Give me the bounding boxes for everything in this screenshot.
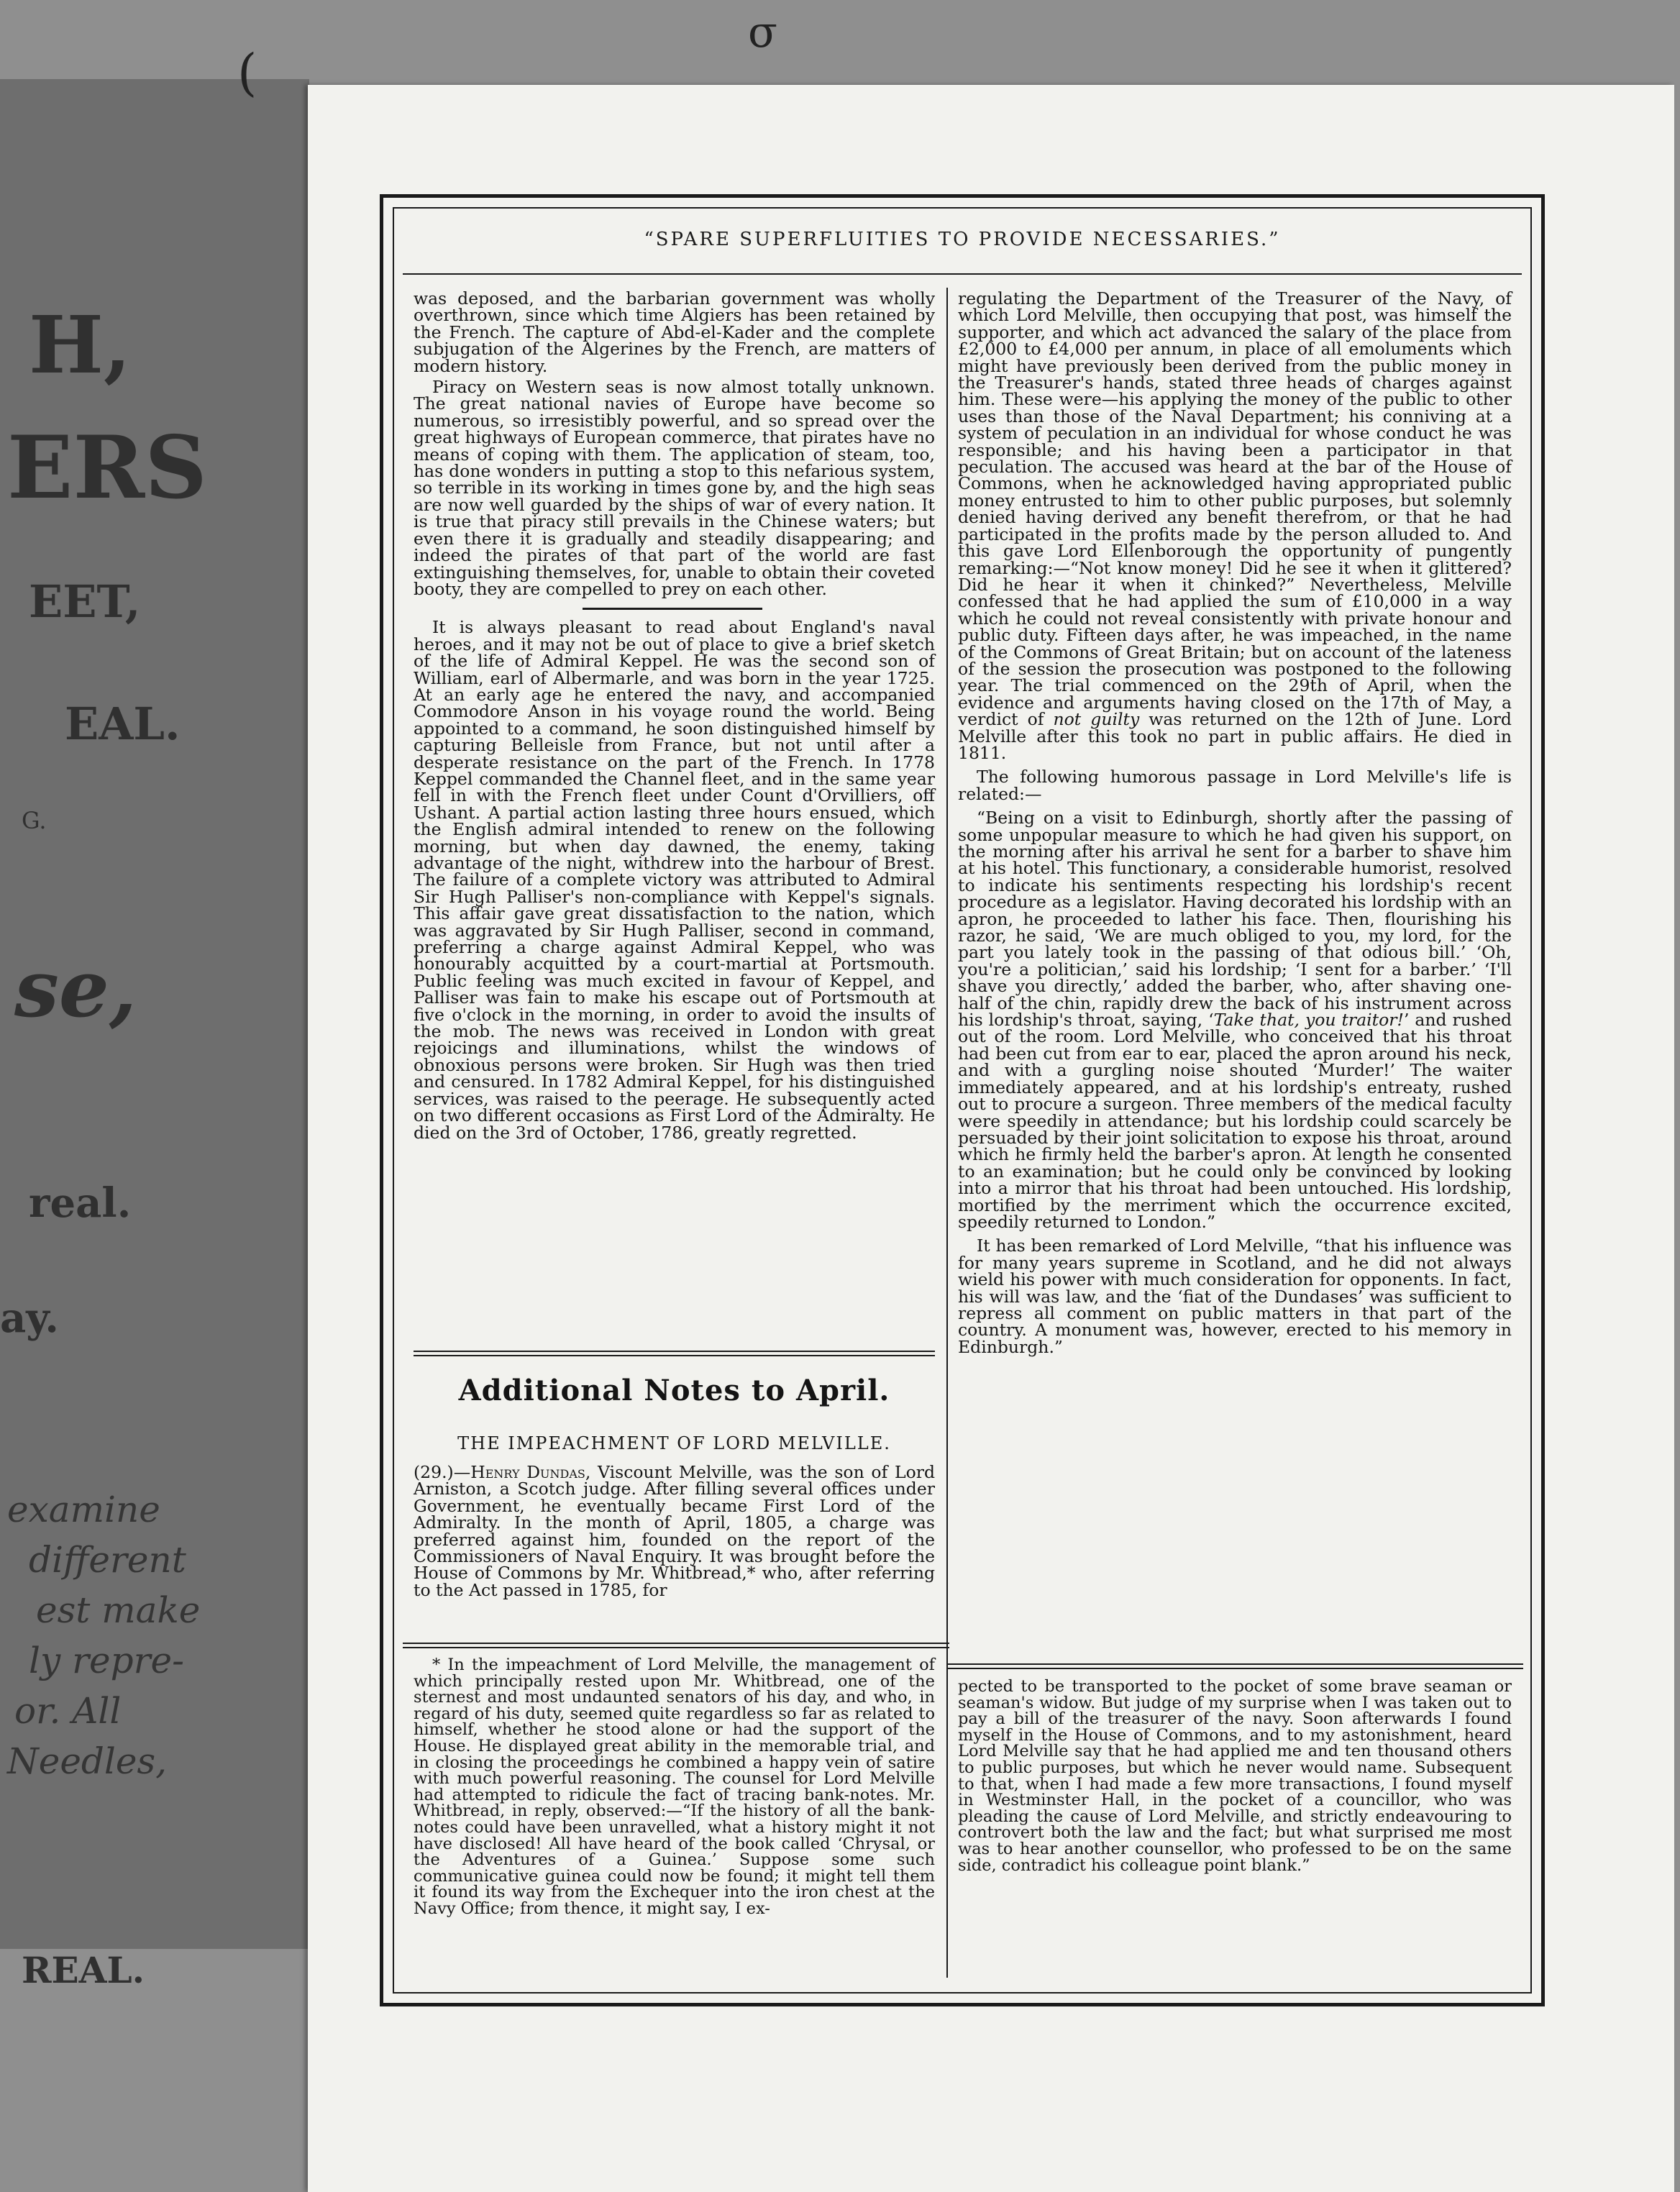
paragraph: The following humorous passage in Lord Melville's life is related:— bbox=[958, 767, 1512, 804]
background-fragment: H, bbox=[29, 298, 132, 391]
anecdote-end: ’ and rushed out of the room. Lord Melville, who conceived that his throat had been cut from ear to ear, placed the apron around his neck, and with a gurgling noise shouted ‘Murder!’ The waiter immediately appeared, and at his lordship's entreaty, rushed out to procure a surgeon. Three members of the medical faculty were speedily in attendance; but his lordship could scarcely be persuaded by their joint solicitation to expose his throat, around which he firmly held the barber's apron. At length he consented to an examination; but he could only be convinced by looking into a mirror that his throat had been untouched. His lordship, mortified by the merriment which the occurrence excited, speedily returned to London.” bbox=[958, 1010, 1512, 1232]
running-head: “SPARE SUPERFLUITIES TO PROVIDE NECESSARIES.” bbox=[644, 229, 1281, 250]
background-fragment: or. All bbox=[14, 1690, 122, 1732]
scan-mark-edge: ( bbox=[237, 43, 257, 102]
italic-phrase: Take that, you traitor! bbox=[1213, 1010, 1404, 1031]
footnote-text: * In the impeachment of Lord Melville, the management of which principally rested upon Mr. Whitbread, one of the sternest and most undaunted senators of his day, and who, in regard of his duty, seemed quite regardless so far as related to himself, whether he stood alone or had the support of the House. He displayed great ability in the memorable trial, and in closing the proceedings he combined a happy vein of satire with much powerful reasoning. The counsel for Lord Melville had attempted to ridicule the fact of tracing bank-notes. Mr. Whitbread, in reply, observed:—“If the history of all the bank-notes could have been unravelled, what a history might it not have disclosed! All have heard of the book called ‘Chrysal, or the Adventures of a Guinea.’ Suppose some such communicative guinea could now be found; it might tell them it found its way from the Exchequer into the iron chest at the Navy Office; from thence, it might say, I ex- bbox=[414, 1656, 935, 1918]
background-fragment: different bbox=[29, 1539, 186, 1581]
left-column-article bbox=[414, 1464, 935, 1603]
section-rule bbox=[414, 1351, 935, 1352]
background-fragment: REAL. bbox=[22, 1949, 145, 1991]
article-title: THE IMPEACHMENT OF LORD MELVILLE. bbox=[457, 1433, 891, 1453]
section-divider bbox=[414, 602, 935, 619]
background-fragment: examine bbox=[7, 1489, 160, 1530]
anecdote: “Being on a visit to Edinburgh, shortly after the passing of some unpopular measure to which he had given his support, on the morning after his arrival he sent for a barber to shave him at his hotel. This functionary, a considerable humorist, resolved to indicate his sentiments respecting his lordship's recent procedure as a legislator. Having decorated his lordship with an apron, he proceeded to lather his face. Then, flourishing his razor, he said, ‘We are much obliged to you, my lord, for the part you lately took in the passing of that odious bill.’ ‘Oh, you're a politician,’ said his lordship; ‘I sent for a barber.’ ‘I'll shave you directly,’ added the barber, who, after shaving one-half of the chin, rapidly drew the back of his instrument across his lordship's throat, saying, ‘ bbox=[958, 808, 1512, 1031]
column-rule-lower bbox=[946, 1647, 948, 1978]
background-fragment: est make bbox=[36, 1589, 201, 1631]
background-fragment: EAL. bbox=[65, 698, 181, 750]
background-fragment: ERS bbox=[7, 417, 207, 519]
footnote-left bbox=[414, 1657, 935, 1922]
background-fragment: real. bbox=[29, 1179, 132, 1227]
paragraph: It has been remarked of Lord Melville, “that his influence was for many years supreme in Scotland, and he did not always wield his power with much consideration for opponents. In fact, his will was law, and the ‘fiat of the Dundases’ was sufficient to repress all comment on public matters in that part of the country. A monument was, however, erected to his memory in Edinburgh.” bbox=[958, 1236, 1512, 1357]
footnote-rule bbox=[948, 1663, 1523, 1665]
italic-phrase: not guilty bbox=[1053, 709, 1140, 730]
footnote-rule bbox=[948, 1668, 1523, 1669]
background-fragment: EET, bbox=[29, 575, 141, 628]
paragraph: Viscount Melville, was the son of Lord Arniston, a Scotch judge. After filling several offices under Government, he eventually became First Lord of the Admiralty. In the month of April, 1805, a charge was preferred against him, founded on the report of the Commissioners of Naval Enquiry. It was brought before the House of Commons by Mr. Whitbread,* who, after referring to the Act passed in 1785, for bbox=[414, 1462, 935, 1600]
footnote-rule bbox=[403, 1643, 949, 1644]
background-fragment: se, bbox=[14, 942, 137, 1035]
scan-mark: σ bbox=[748, 7, 777, 58]
background-fragment: ly repre- bbox=[29, 1640, 185, 1681]
section-title: Additional Notes to April. bbox=[458, 1374, 890, 1407]
background-page bbox=[0, 79, 309, 1991]
left-column bbox=[414, 288, 935, 1146]
date-lead: (29.)— bbox=[414, 1462, 471, 1482]
footnote-right bbox=[958, 1679, 1512, 1878]
paragraph: was deposed, and the barbarian government was wholly overthrown, since which time Algiers has been retained by the French. The capture of Abd-el-Kader and the complete subjugation of the Algerines by the French, are matters of modern history. bbox=[414, 288, 935, 376]
paragraph: It is always pleasant to read about England's naval heroes, and it may not be out of place to give a brief sketch of the life of Admiral Keppel. He was the second son of William, earl of Albermarle, and was born in the year 1725. At an early age he entered the navy, and accompanied Commodore Anson in his voyage round the world. Being appointed to a command, he soon distinguished himself by capturing Belleisle from France, but not until after a desperate resistance on the part of the French. In 1778 Keppel commanded the Channel fleet, and in the same year fell in with the French fleet under Count d'Orvilliers, off Ushant. A partial action lasting three hours ensued, which the English admiral intended to renew on the following morning, but when day dawned, the enemy, taking advantage of the night, withdrew into the harbour of Brest. The failure of a complete victory was attributed to Admiral Sir Hugh Palliser's non-compliance with Keppel's signals. This affair gave great dissatisfaction to the nation, which was aggravated by Sir Hugh Palliser, second in command, preferring a charge against Admiral Keppel, who was honourably acquitted by a court-martial at Portsmouth. Public feeling was much excited in favour of Keppel, and Palliser was fain to make his escape out of Portsmouth at five o'clock in the morning, in order to avoid the insults of the mob. The news was received in London with great rejoicings and illuminations, whilst the windows of obnoxious persons were broken. Sir Hugh was then tried and censured. In 1782 Admiral Keppel, for his distinguished services, was raised to the peerage. He subsequently acted on two different occasions as First Lord of the Admiralty. He died on the 3rd of October, 1786, greatly regretted. bbox=[414, 617, 935, 1143]
footnote-rule bbox=[403, 1647, 949, 1648]
background-fragment: ay. bbox=[0, 1294, 59, 1342]
right-column bbox=[958, 288, 1512, 1360]
header-rule bbox=[403, 273, 1522, 275]
footnote-text: pected to be transported to the pocket of some brave seaman or seaman's widow. But judge of my surprise when I was taken out to pay a bill of the treasurer of the navy. Soon afterwards I found myself in the House of Commons, and to my astonishment, heard Lord Melville say that he had applied me and ten thousand others to public purposes, but which he never would name. Subsequent to that, when I had made a few more transactions, I found myself in Westminster Hall, in the pocket of a councillor, who was pleading the cause of Lord Melville, and strictly endeavouring to controvert both the law and the fact; but what surprised me most was to hear another counsellor, who professed to be on the same side, contradict his colleague point blank.” bbox=[958, 1677, 1512, 1875]
paragraph: regulating the Department of the Treasurer of the Navy, of which Lord Melville, then occupying that post, was himself the supporter, and which act advanced the salary of the place from £2,000 to £4,000 per annum, in place of all emoluments which might have previously been derived from the public money in the Treasurer's hands, stated three heads of charges against him. These were—his applying the money of the public to other uses than those of the Naval Department; his conniving at a system of peculation in an individual for whose conduct he was responsible; and his having been a participator in that peculation. The accused was heard at the bar of the House of Commons, when he acknowledged having appropriated public money entrusted to him to other public purposes, but solemnly denied having derived any benefit therefrom, or that he had participated in the profits made by the person alluded to. And this gave Lord Ellenborough the opportunity of pungently remarking:—“Not know money! Did he see it when it glittered? Did he hear it when it chinked?” Nevertheless, Melville confessed that he had applied the sum of £10,000 in a way which he could not reveal consistently with private honour and public duty. Fifteen days after, he was impeached, in the name of the Commons of Great Britain; but on account of the lateness of the session the prosecution was postponed to the following year. The trial commenced on the 29th of April, when the evidence and arguments having closed on the 17th of May, a verdict of bbox=[958, 288, 1512, 730]
paragraph-end: was returned on the 12th of June. Lord Melville after this took no part in public affairs. He died in 1811. bbox=[958, 709, 1512, 763]
column-rule-upper bbox=[946, 288, 948, 1647]
background-fragment: G. bbox=[22, 807, 47, 834]
paragraph: Piracy on Western seas is now almost totally unknown. The great national navies of Europe have become so numerous, so irresistibly powerful, and so spread over the great highways of European commerce, that pirates have no means of coping with them. The application of steam, too, has done wonders in putting a stop to this nefarious system, so terrible in its working in times gone by, and the high seas are now well guarded by the ships of war of every nation. It is true that piracy still prevails in the Chinese waters; but even there it is gradually and steadily disappearing; and indeed the pirates of that part of the world are fast extinguishing themselves, for, unable to obtain their coveted booty, they are compelled to prey on each other. bbox=[414, 377, 935, 599]
background-fragment: Needles, bbox=[7, 1740, 168, 1782]
person-name: Henry Dundas, bbox=[470, 1462, 591, 1482]
section-rule bbox=[414, 1355, 935, 1356]
